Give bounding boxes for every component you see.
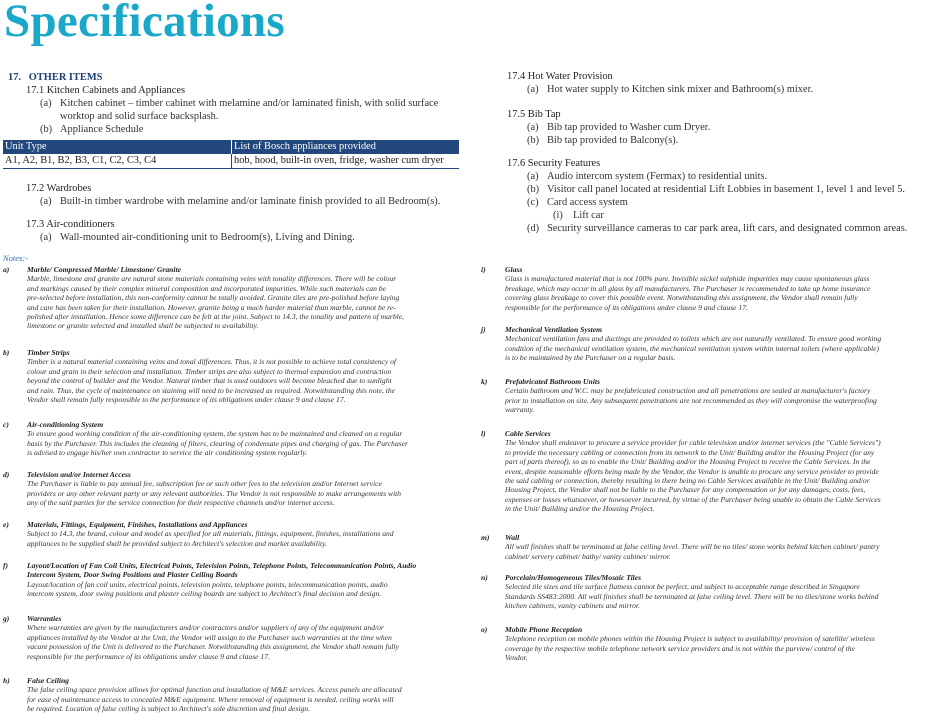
- note-line: is to be maintained by the Purchaser on a regular basis.: [505, 353, 676, 363]
- note-item: [3, 561, 461, 599]
- note-line: appliances to be supplied shall be provided subject to Architect's selection and market availability.: [27, 538, 327, 548]
- note-title: Warranties: [27, 614, 62, 623]
- note-letter: e): [3, 520, 9, 529]
- note-letter: l): [481, 429, 486, 438]
- note-item: [3, 470, 461, 508]
- note-letter: j): [481, 325, 486, 334]
- note-line: basis by the Purchaser. This includes the cleaning of filters, clearing of condensate pipes and charging of gas. The Purchaser: [27, 438, 408, 448]
- note-title: Cable Services: [505, 429, 551, 438]
- note-letter: m): [481, 533, 490, 542]
- note-title-continued: Intercom System, Door Swing Positions and Plaster Ceiling Boards: [27, 570, 238, 580]
- note-title: Mechanical Ventilation System: [505, 325, 603, 334]
- note-letter: h): [3, 676, 10, 685]
- note-letter: d): [3, 470, 10, 479]
- item-text: Built-in timber wardrobe with melamine and/or laminate finish provided to all Bedroom(s).: [60, 196, 441, 207]
- note-line: condition of the mechanical ventilation system, the mechanical ventilation system within internal toilets (where applicable): [505, 343, 880, 353]
- note-title: Mobile Phone Reception: [505, 625, 583, 634]
- note-line: Subject to 14.3, the brand, colour and model as specified for all materials, fittings, equipment, finishes, installations and: [27, 529, 394, 539]
- section-17-3: [8, 218, 463, 244]
- note-letter: c): [3, 420, 9, 429]
- note-title: Layout/Location of Fan Coil Units, Electrical Points, Television Points, Telephone Points, Telecommunication Points, Audio: [27, 561, 417, 570]
- item-label: (d): [527, 223, 540, 234]
- note-line: to provide the necessary cabling or connection from its network to the Unit/ Building and/or the Housing Project (for any: [505, 447, 875, 457]
- note-title: Marble/ Compressed Marble/ Limestone/ Granite: [27, 265, 181, 274]
- item-text: Audio intercom system (Fermax) to residential units.: [547, 171, 768, 182]
- subsection-heading-17-1: 17.1 Kitchen Cabinets and Appliances: [26, 85, 185, 96]
- note-line: and markings caused by their complex mineral composition and incorporated impurities. While such materials can be: [27, 283, 386, 293]
- item-label: (a): [40, 196, 52, 207]
- item-label: (a): [527, 84, 539, 95]
- column-header-unit-type: Unit Type: [3, 140, 232, 154]
- note-line: Certain bathroom and W.C. may be prefabricated construction and all penetrations are sealed at manufacturer's factory: [505, 386, 871, 396]
- note-letter: i): [481, 265, 486, 274]
- section-17-6: [507, 157, 937, 235]
- note-item: [481, 429, 939, 514]
- note-line: prior to installation on site. Any subsequent penetrations are not recommended as they will compromise the waterproofing: [505, 395, 877, 405]
- table-cell-appliances: hob, hood, built-in oven, fridge, washer cum dryer: [234, 155, 444, 166]
- note-line: and care has been taken for their installation. However, granite being a much harder material than marble, cannot be re-: [27, 302, 396, 312]
- item-label: (a): [40, 98, 52, 109]
- note-item: [3, 265, 461, 331]
- note-line: is advised to engage his/her own contractor to service the air conditioning system regularly.: [27, 448, 308, 458]
- note-letter: k): [481, 377, 488, 386]
- note-title: False Ceiling: [27, 676, 69, 685]
- note-line: pre-selected before installation, this non-conformity cannot be totally avoided. Granite tiles are pre-polished before laying: [27, 293, 400, 303]
- note-title: Air-conditioning System: [27, 420, 104, 429]
- note-item: [481, 533, 939, 561]
- note-line: and rain. Thus, the cycle of maintenance on staining will need to be increased as required. Notwithstanding this note, the: [27, 385, 396, 395]
- note-line: To ensure good working condition of the air-conditioning system, the system has to be maintained and cleaned on a regular: [27, 429, 403, 439]
- item-text: Appliance Schedule: [60, 124, 144, 135]
- page-title: Specifications: [4, 0, 285, 47]
- note-line: Vendor shall remain fully responsible to the performance of its obligations under clause 9 and clause 17.: [27, 395, 346, 405]
- note-item: [481, 625, 939, 663]
- section-17-2: [8, 182, 463, 208]
- note-line: Layout/location of fan coil units, electrical points, television points, telephone points, telecommunication points, audio: [27, 579, 388, 589]
- item-label: (a): [527, 171, 539, 182]
- note-line: vacant possession of the Unit is delivered to the Purchaser. Notwithstanding this assignment, the Vendor shall remain fully: [27, 642, 399, 652]
- item-text: Security surveillance cameras to car park area, lift cars, and designated common areas.: [547, 223, 908, 234]
- note-line: event, despite reasonable efforts being made by the Vendor, the Vendor is unable to procure any service provider to provide: [505, 466, 879, 476]
- subsection-heading-17-5: 17.5 Bib Tap: [507, 109, 561, 120]
- item-text: Lift car: [573, 210, 604, 221]
- note-item: [481, 573, 939, 611]
- note-line: Mechanical ventilation fans and ductings are provided to toilets which are not naturally ventilated. To ensure good working: [505, 334, 882, 344]
- item-label: (c): [527, 197, 539, 208]
- note-line: kitchen cabinets, vanity cabinets and mirror.: [505, 601, 640, 611]
- note-title: Prefabricated Bathroom Units: [505, 377, 600, 386]
- item-label: (a): [40, 232, 52, 243]
- note-line: Marble, limestone and granite are natural stone materials containing veins with tonality differences. There will be colour: [27, 274, 397, 284]
- note-line: Selected tile sizes and tile surface flatness cannot be perfect, and subject to acceptable range described in Singapore: [505, 582, 860, 592]
- table-header-row: [3, 140, 459, 154]
- note-letter: g): [3, 614, 10, 623]
- note-line: limestone or granite selected and installed shall be subjected to availability.: [27, 321, 259, 331]
- section-number: 17.: [8, 72, 21, 83]
- note-line: Where warranties are given by the manufacturers and/or contractors and/or suppliers of any of the equipment and/or: [27, 623, 384, 633]
- section-17: [8, 71, 463, 136]
- note-line: All wall finishes shall be terminated at false ceiling level. There will be no tiles/ stone works behind kitchen cabinet/ pantry: [505, 542, 880, 552]
- note-line: breakage, which may occur in all glass by all manufacturers. The Purchaser is recommended to take up home insurance: [505, 283, 871, 293]
- note-item: [3, 520, 461, 548]
- note-item: [3, 348, 461, 404]
- section-17-4: [507, 70, 937, 96]
- note-line: Housing Project, the Vendor shall not be liable to the Purchaser for any compensation or for any damages, costs, fees,: [505, 485, 866, 495]
- note-item: [3, 420, 461, 458]
- item-text: Card access system: [547, 197, 628, 208]
- item-label: (b): [527, 184, 540, 195]
- note-title: Wall: [505, 533, 520, 542]
- note-line: any of the said parties for the service connection for their respective channels and/or internet access.: [27, 498, 335, 508]
- note-line: expenses or losses whatsoever, or howsoever incurred, by virtue of the Purchaser being unable to obtain the Cable Services: [505, 494, 881, 504]
- item-text: Bib tap provided to Washer cum Dryer.: [547, 122, 711, 133]
- table-row: [3, 154, 459, 169]
- note-letter: a): [3, 265, 10, 274]
- table-cell-unit-type: A1, A2, B1, B2, B3, C1, C2, C3, C4: [3, 154, 232, 168]
- note-line: Glass is manufactured material that is not 100% pure. Invisible nickel sulphide impurities may cause spontaneous glass: [505, 274, 870, 284]
- note-item: [481, 325, 939, 363]
- note-line: cabinet/ servery cabinet/ bathy/ vanity cabinet/ mirror.: [505, 551, 671, 561]
- item-text: Wall-mounted air-conditioning unit to Bedroom(s), Living and Dining.: [60, 232, 355, 243]
- item-text: Visitor call panel located at residential Lift Lobbies in basement 1, level 1 and level 5.: [547, 184, 906, 195]
- item-label: (a): [527, 122, 539, 133]
- note-letter: f): [3, 561, 9, 570]
- note-item: [481, 265, 939, 312]
- item-label: (b): [527, 135, 540, 146]
- note-line: Vendor.: [505, 653, 528, 663]
- column-header-appliances: List of Bosch appliances provided: [234, 141, 376, 152]
- note-letter: o): [481, 625, 488, 634]
- note-title: Television and/or Internet Access: [27, 470, 131, 479]
- note-line: The false ceiling space provision allows for optimal function and installation of M&E services. Access panels are allocated: [27, 685, 402, 695]
- item-text-continued: worktop and solid surface backsplash.: [60, 111, 219, 122]
- note-line: Standards SS483:2000. All wall finishes shall be terminated at false ceiling level. There will be no tiles/stone works behind: [505, 591, 879, 601]
- section-17-5: [507, 108, 937, 147]
- note-line: responsible for the performance of its obligations under clause 9 and clause 17.: [27, 651, 270, 661]
- note-line: beyond the control of builder and the Vendor. Natural timber that is used outdoors will become bleached due to sunlight: [27, 376, 392, 386]
- note-line: part of parts thereof), so as to enable the Unit/ Building and/or the Housing Project to receive the Cable Services. In the: [505, 457, 871, 467]
- note-line: intercom system, door swing positions and plaster ceiling boards are subject to Architect's final decision and design.: [27, 589, 382, 599]
- note-line: coverage by the respective mobile telephone network service providers and is not within the purview/ control of the: [505, 643, 855, 653]
- note-line: appliances installed by the Vendor at the Unit, the Vendor will assign to the Purchaser such warranties at the time when: [27, 632, 392, 642]
- appliance-schedule-table: [3, 140, 459, 169]
- note-item: [3, 614, 461, 661]
- note-line: The Vendor shall endeavor to procure a service provider for cable television and/or internet services (the "Cable Services"): [505, 438, 881, 448]
- note-line: The Purchaser is liable to pay annual fee, subscription fee or such other fees to the television and/or Internet service: [27, 479, 382, 489]
- item-text: Bib tap provided to Balcony(s).: [547, 135, 679, 146]
- notes-label: Notes:-: [3, 253, 29, 263]
- note-line: Timber is a natural material containing veins and tonal differences. Thus, it is not possible to achieve total consistency of: [27, 357, 397, 367]
- note-line: covering glass breakage to cover this possible event. Notwithstanding this assignment, the Vendor shall remain fully: [505, 293, 858, 303]
- note-item: [481, 377, 939, 415]
- note-line: be required. Location of false ceiling is subject to Architect's sole discretion and final design.: [27, 704, 310, 714]
- note-title: Timber Strips: [27, 348, 70, 357]
- item-text: Hot water supply to Kitchen sink mixer and Bathroom(s) mixer.: [547, 84, 814, 95]
- note-title: Glass: [505, 265, 523, 274]
- note-line: Telephone reception on mobile phones within the Housing Project is subject to availability/ provision of satellite/ wireless: [505, 634, 875, 644]
- subsection-heading-17-6: 17.6 Security Features: [507, 158, 601, 169]
- note-title: Porcelain/Homogeneous Tiles/Mosaic Tiles: [505, 573, 642, 582]
- note-letter: n): [481, 573, 488, 582]
- note-title: Materials, Fittings, Equipment, Finishes, Installations and Appliances: [27, 520, 248, 529]
- note-letter: b): [3, 348, 10, 357]
- item-label: (b): [40, 124, 53, 135]
- note-line: responsible for the performance of its obligations under clause 9 and clause 17.: [505, 302, 748, 312]
- subsection-heading-17-4: 17.4 Hot Water Provision: [507, 71, 613, 82]
- item-text: Kitchen cabinet – timber cabinet with melamine and/or laminated finish, with solid surface: [60, 98, 439, 109]
- item-label: (i): [553, 210, 563, 221]
- note-line: colour and grain in their selection and installation. Timber strips are also subject to thermal expansion and contraction: [27, 366, 392, 376]
- note-line: polished after installation. Hence some difference can be felt at the joint. Subject to 14.3, the tonality and pattern of marble,: [27, 312, 405, 322]
- subsection-heading-17-2: 17.2 Wardrobes: [26, 183, 92, 194]
- note-line: in the Unit/ Building and/or the Housing Project.: [505, 504, 655, 514]
- note-item: [3, 676, 461, 714]
- note-line: for ease of maintenance access to concealed M&E equipment. Where removal of equipment is needed, ceiling works will: [27, 694, 394, 704]
- section-heading: OTHER ITEMS: [28, 72, 103, 83]
- note-line: providers or any other relevant party or any relevant authorities. The Vendor is not responsible to make arrangements with: [27, 488, 402, 498]
- subsection-heading-17-3: 17.3 Air-conditioners: [26, 219, 115, 230]
- note-line: the said cabling or connection, thereby resulting in there being no Cable Services available in the Unit/ Building and/or: [505, 476, 870, 486]
- note-line: warranty.: [505, 405, 535, 415]
